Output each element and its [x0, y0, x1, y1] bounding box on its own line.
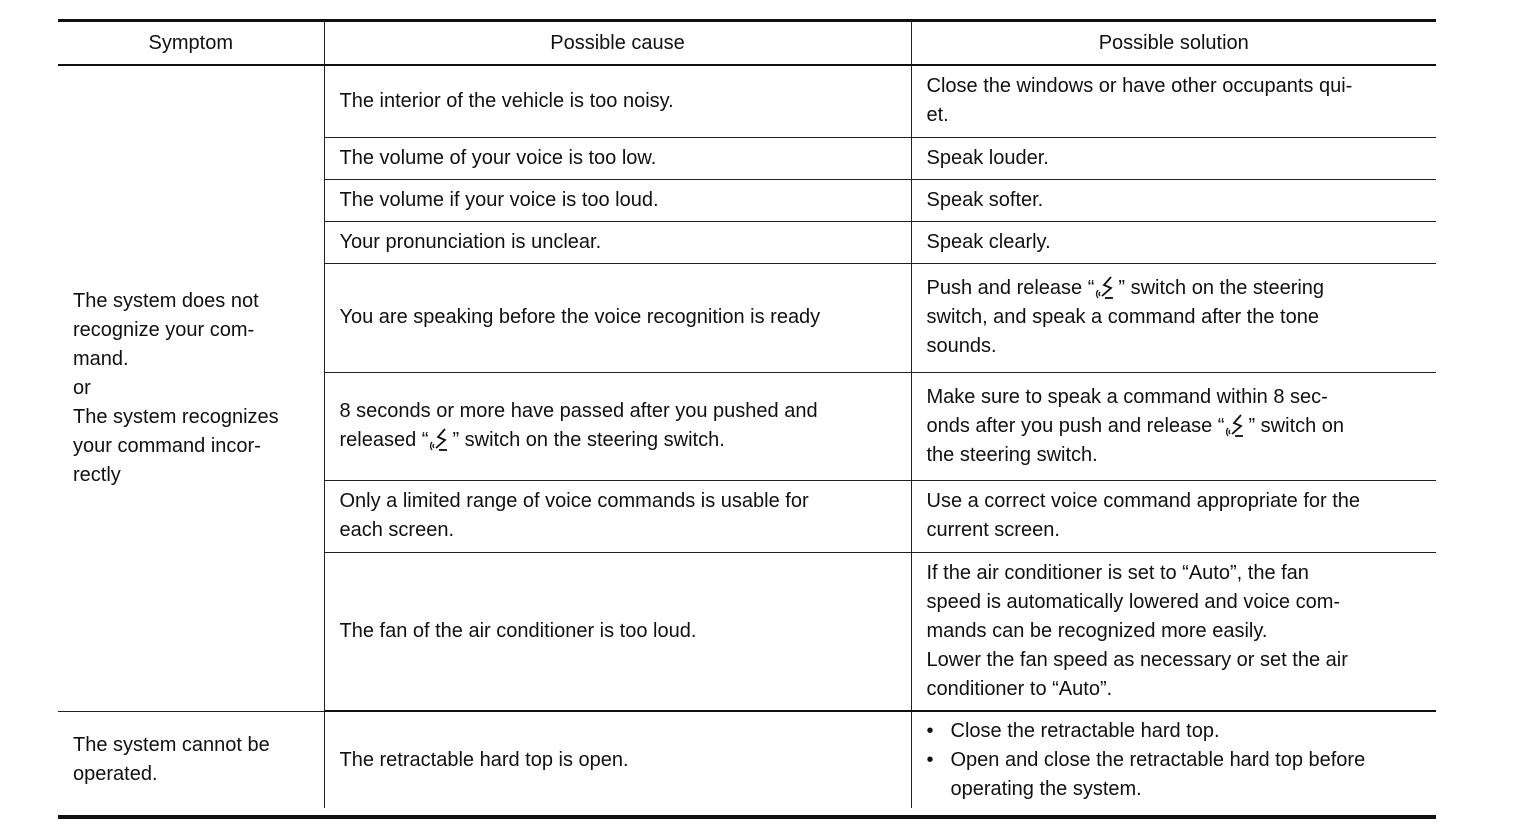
- list-item: [927, 746, 1423, 804]
- troubleshooting-table: [58, 22, 1436, 808]
- cause-text: The volume if your voice is too loud.: [339, 188, 659, 211]
- cause-cell: [324, 179, 911, 221]
- symptom-cell-not-recognized: [58, 65, 324, 711]
- symptom-text: The system cannot be operated.: [73, 733, 270, 785]
- solution-text: Close the windows or have other occupants qui- et.: [926, 75, 1353, 127]
- solution-text: If the air conditioner is set to “Auto”, the fan speed is automatically lowered and voice com- mands can be recognized more easily. Lower the fan speed as necessary or set the air conditioner to “Auto”.: [926, 561, 1348, 700]
- cause-cell: [324, 552, 911, 711]
- header-possible-cause: Possible cause: [324, 22, 911, 65]
- solution-cell: [911, 221, 1436, 263]
- bullet-mark: •: [926, 719, 934, 742]
- voice-talk-icon: [1095, 274, 1117, 300]
- voice-talk-icon: [429, 426, 451, 452]
- cause-text-end: ” switch on the steering switch.: [452, 429, 725, 451]
- cause-text: The interior of the vehicle is too noisy.: [339, 89, 674, 112]
- cause-cell: [324, 137, 911, 179]
- solution-text: Speak clearly.: [926, 230, 1051, 253]
- cause-cell: [324, 372, 911, 480]
- cause-cell: [324, 480, 911, 552]
- solution-text-end: ” switch on the steering switch.: [926, 414, 1345, 466]
- voice-talk-icon: [1225, 412, 1247, 438]
- list-item-text: Open and close the retractable hard top before operating the system.: [950, 748, 1366, 800]
- solution-cell: [911, 372, 1436, 480]
- table-bottom-rule: [58, 815, 1436, 819]
- solution-cell: [911, 552, 1436, 711]
- cause-cell: [324, 221, 911, 263]
- header-possible-solution: Possible solution: [911, 22, 1436, 65]
- list-item: [927, 717, 1423, 746]
- table-header-row: [58, 22, 1436, 65]
- solution-cell: [911, 263, 1436, 372]
- cause-text: [340, 397, 897, 455]
- symptom-cell-cannot-operate: [58, 711, 324, 808]
- table-row: [58, 711, 1436, 808]
- solution-text-start: Make sure to speak a command within 8 sec- onds after you push and release “: [926, 385, 1328, 437]
- cause-text-start: 8 seconds or more have passed after you pushed and released “: [339, 400, 818, 451]
- list-item-text: Close the retractable hard top.: [950, 719, 1220, 742]
- cause-cell: [324, 711, 911, 808]
- table-row: [58, 65, 1436, 137]
- solution-cell: [911, 137, 1436, 179]
- solution-bullet-list: [927, 717, 1423, 804]
- solution-cell: [911, 179, 1436, 221]
- solution-text: Use a correct voice command appropriate for the current screen.: [926, 490, 1361, 541]
- cause-text: The fan of the air conditioner is too loud.: [339, 619, 697, 642]
- solution-text: [927, 274, 1423, 361]
- symptom-text: The system does not recognize your com- mand. or The system recognizes your command incor- rectly: [73, 289, 279, 486]
- cause-text: The retractable hard top is open.: [339, 748, 629, 771]
- solution-text-start: Push and release “: [926, 277, 1095, 299]
- solution-text: Speak louder.: [926, 146, 1049, 169]
- cause-text: Your pronunciation is unclear.: [339, 230, 602, 253]
- solution-text: Speak softer.: [926, 188, 1044, 211]
- cause-text: Only a limited range of voice commands is usable for each screen.: [339, 490, 809, 541]
- solution-cell: [911, 65, 1436, 137]
- bullet-mark: •: [926, 748, 934, 771]
- cause-cell: [324, 263, 911, 372]
- cause-text: The volume of your voice is too low.: [339, 146, 657, 169]
- solution-cell: [911, 480, 1436, 552]
- solution-text: [927, 383, 1423, 470]
- cause-cell: [324, 65, 911, 137]
- solution-text-end: ” switch on the steering switch, and speak a command after the tone sounds.: [926, 277, 1325, 357]
- header-symptom: Symptom: [58, 22, 324, 65]
- solution-cell: [911, 711, 1436, 808]
- cause-text: You are speaking before the voice recognition is ready: [339, 306, 821, 328]
